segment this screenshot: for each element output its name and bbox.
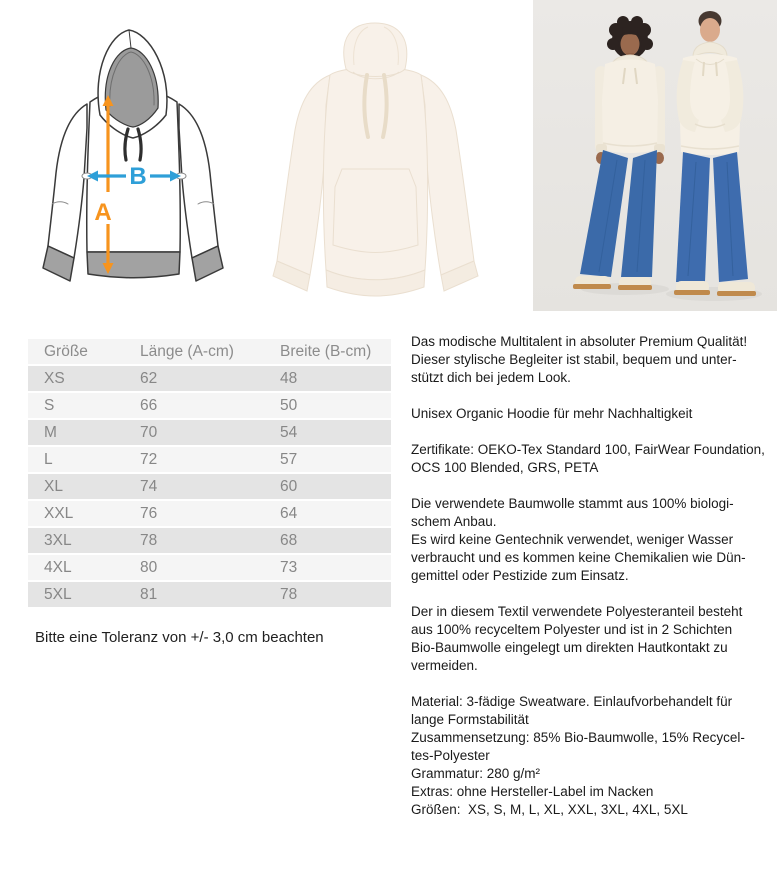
- table-row-xl: [28, 474, 391, 499]
- description-paragraph: [411, 495, 765, 585]
- tolerance-note: Bitte eine Toleranz von +/- 3,0 cm beachten: [35, 629, 324, 646]
- cell-width: 48: [280, 370, 298, 387]
- cell-width: 78: [280, 586, 298, 603]
- hoodie-sketch-svg: [30, 18, 235, 308]
- description-line: Zertifikate: OEKO-Tex Standard 100, FairWear Foundation,: [411, 442, 765, 457]
- size-table: [28, 339, 391, 609]
- cell-length: 78: [140, 532, 158, 549]
- hoodie-product-svg: [258, 15, 493, 313]
- table-row-xs: [28, 366, 391, 391]
- hoodie-outline-drawing: [43, 30, 223, 281]
- description-line: Das modische Multitalent in absoluter Premium Qualität!: [411, 334, 748, 349]
- sizes-line: Größen: XS, S, M, L, XL, XXL, 3XL, 4XL, 5XL: [411, 802, 688, 817]
- description-line: Bio-Baumwolle eingelegt um direkten Hautkontakt zu: [411, 640, 728, 655]
- description-paragraph: [411, 603, 765, 675]
- composition-line: tes-Polyester: [411, 748, 490, 763]
- models-wearing-hoodies-photo: [533, 0, 777, 311]
- table-row-4xl: [28, 555, 391, 580]
- cell-size: L: [44, 451, 53, 468]
- description-paragraph: [411, 693, 765, 819]
- cell-size: S: [44, 397, 55, 414]
- cell-width: 73: [280, 559, 298, 576]
- table-row-m: [28, 420, 391, 445]
- description-paragraph: [411, 441, 765, 477]
- column-header-size: Größe: [44, 343, 88, 360]
- cell-width: 54: [280, 424, 298, 441]
- extras-line: Extras: ohne Hersteller-Label im Nacken: [411, 784, 654, 799]
- column-header-width: Breite (B-cm): [280, 343, 372, 360]
- cell-length: 81: [140, 586, 158, 603]
- cell-width: 64: [280, 505, 298, 522]
- description-line: Der in diesem Textil verwendete Polyesteranteil besteht: [411, 604, 743, 619]
- table-row-3xl: [28, 528, 391, 553]
- description-line: Dieser stylische Begleiter ist stabil, bequem und unter-: [411, 352, 737, 367]
- description-line: Es wird keine Gentechnik verwendet, weniger Wasser: [411, 532, 734, 547]
- cell-size: 3XL: [44, 532, 72, 549]
- material-line: lange Formstabilität: [411, 712, 529, 727]
- cell-length: 74: [140, 478, 158, 495]
- cell-width: 57: [280, 451, 298, 468]
- cream-hoodie-flat: [273, 23, 478, 296]
- description-line: gemittel oder Pestizide zum Einsatz.: [411, 568, 629, 583]
- description-paragraph: [411, 405, 765, 423]
- measure-label-a: A: [94, 199, 112, 226]
- cell-width: 60: [280, 478, 298, 495]
- description-line: vermeiden.: [411, 658, 478, 673]
- description-line: verbraucht und es kommen keine Chemikalien wie Dün-: [411, 550, 746, 565]
- models-photo-svg: [533, 0, 777, 311]
- cell-size: 5XL: [44, 586, 72, 603]
- description-paragraph: [411, 333, 765, 387]
- hoodie-product-photo: [258, 15, 493, 313]
- cell-size: 4XL: [44, 559, 72, 576]
- table-row-xxl: [28, 501, 391, 526]
- cell-length: 62: [140, 370, 158, 387]
- table-row-l: [28, 447, 391, 472]
- description-line: Unisex Organic Hoodie für mehr Nachhaltigkeit: [411, 406, 693, 421]
- composition-line: Zusammensetzung: 85% Bio-Baumwolle, 15% Recycel-: [411, 730, 745, 745]
- cell-width: 50: [280, 397, 298, 414]
- size-table-header-row: [28, 339, 391, 364]
- product-description: [411, 333, 765, 837]
- cell-length: 76: [140, 505, 158, 522]
- cell-length: 66: [140, 397, 158, 414]
- material-line: Material: 3-fädige Sweatware. Einlaufvorbehandelt für: [411, 694, 733, 709]
- cell-length: 72: [140, 451, 158, 468]
- description-line: Die verwendete Baumwolle stammt aus 100% biologi-: [411, 496, 734, 511]
- cell-size: XS: [44, 370, 65, 387]
- column-header-length: Länge (A-cm): [140, 343, 234, 360]
- cell-size: M: [44, 424, 57, 441]
- grammage-line: Grammatur: 280 g/m²: [411, 766, 541, 781]
- cell-length: 70: [140, 424, 158, 441]
- cell-length: 80: [140, 559, 158, 576]
- cell-size: XL: [44, 478, 63, 495]
- cell-size: XXL: [44, 505, 74, 522]
- description-line: schem Anbau.: [411, 514, 497, 529]
- hoodie-measurement-diagram: [30, 18, 235, 308]
- table-row-s: [28, 393, 391, 418]
- description-line: stützt dich bei jedem Look.: [411, 370, 571, 385]
- description-line: OCS 100 Blended, GRS, PETA: [411, 460, 599, 475]
- table-row-5xl: [28, 582, 391, 607]
- description-line: aus 100% recyceltem Polyester und ist in 2 Schichten: [411, 622, 733, 637]
- cell-width: 68: [280, 532, 298, 549]
- measure-label-b: B: [129, 163, 147, 190]
